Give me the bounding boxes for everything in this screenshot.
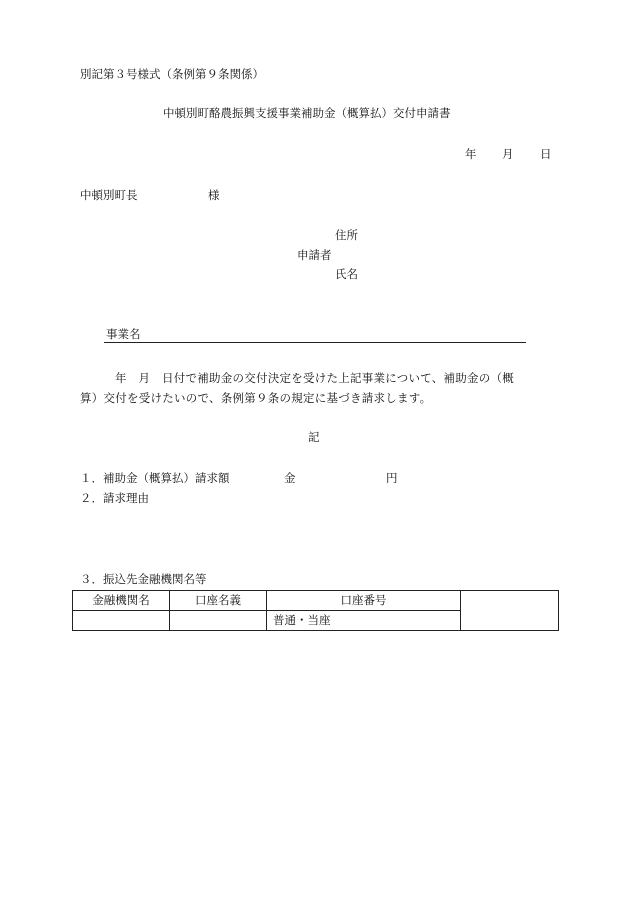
header-account-holder: 口座名義 xyxy=(170,591,267,611)
header-bank-name: 金融機関名 xyxy=(73,591,170,611)
name-label: 氏名 xyxy=(335,267,358,281)
table-header-row xyxy=(73,591,559,611)
date-year: 年 xyxy=(465,147,477,161)
addressee-name: 中頓別町長 xyxy=(80,188,138,202)
address-label: 住所 xyxy=(335,228,358,242)
cell-bank-name xyxy=(73,611,170,631)
date-day: 日 xyxy=(540,147,552,161)
body-text-line2: 算）交付を受けたいので、条例第９条の規定に基づき請求します。 xyxy=(80,391,432,405)
item1-yen: 円 xyxy=(386,471,398,485)
header-account-number: 口座番号 xyxy=(267,591,461,611)
item3-label: ３．振込先金融機関名等 xyxy=(80,572,207,586)
project-name-label: 事業名 xyxy=(106,327,141,341)
applicant-label: 申請者 xyxy=(297,248,332,262)
table-extra-cell xyxy=(461,591,559,631)
ki-heading: 記 xyxy=(308,430,320,444)
item1-label: １．補助金（概算払）請求額 xyxy=(80,471,230,485)
cell-account-holder xyxy=(170,611,267,631)
item2-label: ２．請求理由 xyxy=(80,491,149,505)
project-name-underline xyxy=(104,342,526,343)
body-text-line1: 年 月 日付で補助金の交付決定を受けた上記事業について、補助金の（概 xyxy=(115,371,515,385)
addressee-honorific: 様 xyxy=(208,188,220,202)
cell-account-type: 普通・当座 xyxy=(267,611,461,631)
date-month: 月 xyxy=(502,147,514,161)
page-title: 中頓別町酪農振興支援事業補助金（概算払）交付申請書 xyxy=(163,106,451,120)
item1-kin: 金 xyxy=(284,471,296,485)
form-reference: 別記第３号様式（条例第９条関係） xyxy=(80,67,264,81)
bank-account-table xyxy=(72,590,559,631)
